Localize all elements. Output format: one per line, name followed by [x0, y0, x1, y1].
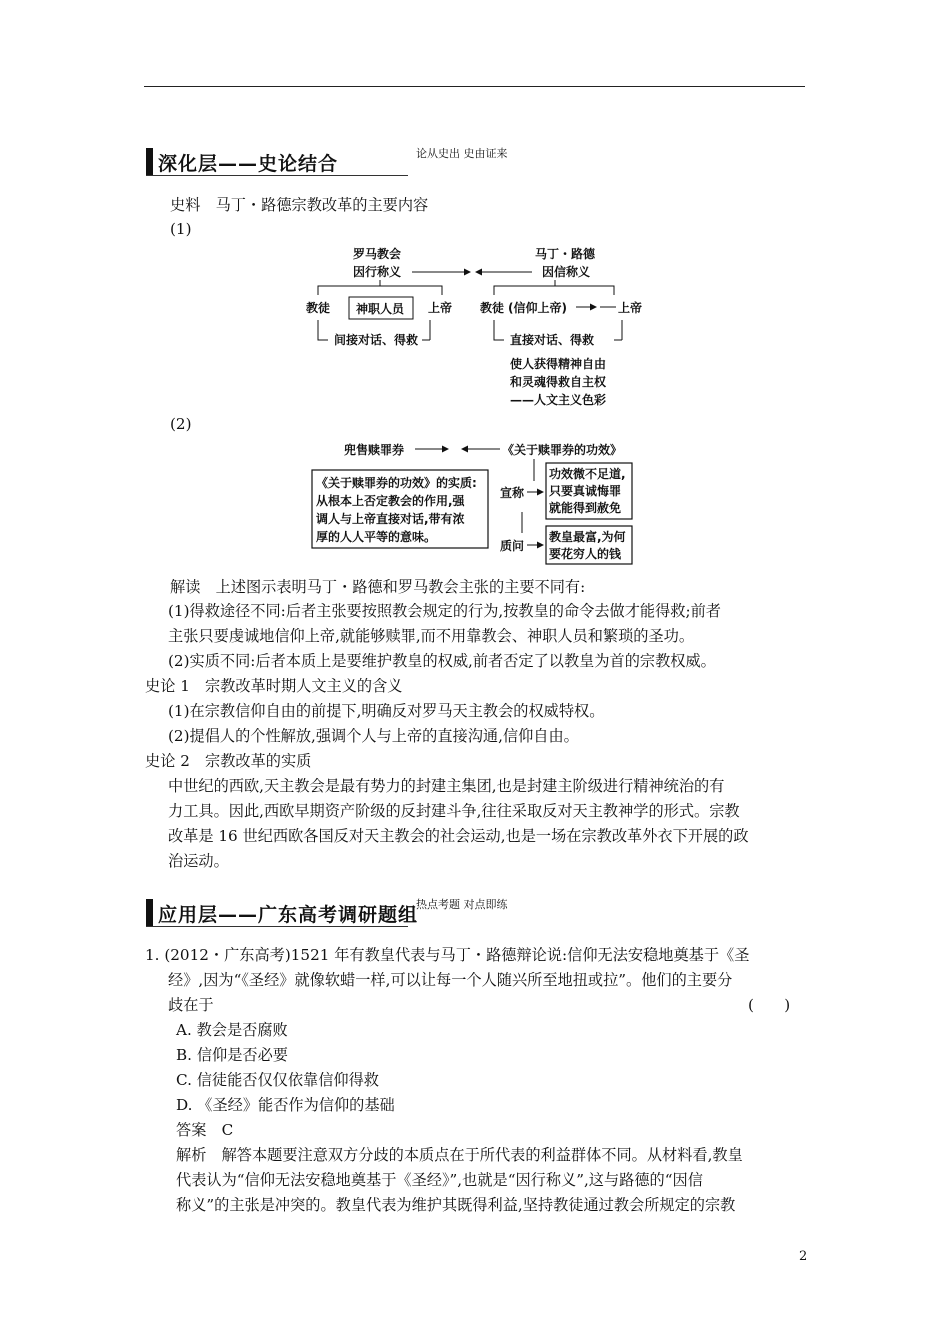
option-b: B. 信仰是否必要: [176, 1046, 288, 1064]
question-line-1: 1. (2012・广东高考)1521 年有教皇代表与马丁・路德辩论说:信仰无法安稳地奠基于《圣: [145, 946, 750, 964]
thesis-2-para-3: 改革是 16 世纪西欧各国反对天主教会的社会运动,也是一场在宗教改革外衣下开展的政: [168, 827, 749, 845]
heading-underline: [146, 926, 408, 927]
interpretation-point-1-cont: 主张只要虔诚地信仰上帝,就能够赎罪,而不用靠教会、神职人员和繁琐的圣功。: [168, 627, 695, 645]
d1-left-believer: 教徒: [306, 301, 331, 315]
answer-blank: ( ): [748, 996, 791, 1014]
d2-essence-3: 调人与上帝直接对话,带有浓: [316, 512, 465, 526]
d1-result-3: ——人文主义色彩: [510, 393, 607, 407]
thesis-2-para-4: 治运动。: [168, 852, 229, 870]
section-hint: 热点考题 对点即练: [416, 898, 508, 911]
d1-left-god: 上帝: [428, 301, 453, 315]
section-title: 深化层——史论结合: [158, 153, 339, 175]
heading-marker: [146, 148, 153, 176]
option-c: C. 信徒能否仅仅依靠信仰得救: [176, 1071, 379, 1089]
d2-essence-1: 《关于赎罪券的功效》的实质:: [316, 476, 477, 490]
question-line-2: 经》,因为“《圣经》就像软蜡一样,可以让每一个人随兴所至地扭或拉”。他们的主要分: [168, 971, 733, 989]
section-title: 应用层——广东高考调研题组: [158, 904, 419, 926]
d2-left-top: 兜售赎罪券: [344, 443, 405, 457]
diagram-indulgences: [300, 435, 650, 570]
thesis-1-point-2: (2)提倡人的个性解放,强调个人与上帝的直接沟通,信仰自由。: [168, 727, 579, 745]
d1-right-god: 上帝: [618, 301, 643, 315]
interpretation-point-1: (1)得救途径不同:后者主张要按照教会规定的行为,按教皇的命令去做才能得救;前者: [168, 602, 721, 620]
d1-right-title: 马丁・路德: [535, 247, 596, 261]
thesis-2-para-2: 力工具。因此,西欧早期资产阶级的反封建斗争,往往采取反对天主教神学的形式。宗教: [168, 802, 740, 820]
diagram2-number: (2): [170, 415, 192, 433]
d1-left-clergy: 神职人员: [356, 302, 405, 316]
d2-declare: 宣称: [500, 486, 525, 500]
d1-right-sub: 因信称义: [542, 265, 591, 279]
thesis-1-point-1: (1)在宗教信仰自由的前提下,明确反对罗马天主教会的权威特权。: [168, 702, 605, 720]
d2-box1-3: 就能得到赦免: [549, 501, 622, 515]
analysis-line-1: 解析 解答本题要注意双方分歧的本质点在于所代表的利益群体不同。从材料看,教皇: [176, 1146, 743, 1164]
page-number: 2: [799, 1249, 808, 1264]
d1-left-bottom: 间接对话、得救: [334, 333, 419, 347]
d1-result-2: 和灵魂得救自主权: [510, 375, 607, 389]
d2-right-top: 《关于赎罪券的功效》: [502, 443, 623, 457]
heading-marker: [146, 899, 153, 927]
d1-left-sub: 因行称义: [353, 265, 402, 279]
thesis-1-heading: 史论 1 宗教改革时期人文主义的含义: [145, 677, 403, 695]
analysis-line-2: 代表认为“信仰无法安稳地奠基于《圣经》”,也就是“因行称义”,这与路德的“因信: [176, 1171, 703, 1189]
option-d: D. 《圣经》能否作为信仰的基础: [176, 1096, 395, 1114]
diagram1-number: (1): [170, 220, 192, 238]
d2-essence-2: 从根本上否定教会的作用,强: [316, 494, 465, 508]
d2-essence-4: 厚的人人平等的意味。: [316, 530, 437, 544]
answer-line: 答案 C: [176, 1121, 234, 1139]
d1-right-bottom: 直接对话、得救: [510, 333, 595, 347]
interpretation-line: 解读 上述图示表明马丁・路德和罗马教会主张的主要不同有:: [170, 578, 586, 596]
heading-underline: [146, 175, 408, 176]
diagram-luther-vs-rome: [300, 240, 650, 410]
thesis-2-heading: 史论 2 宗教改革的实质: [145, 752, 312, 770]
option-a: A. 教会是否腐败: [176, 1021, 288, 1039]
analysis-line-3: 称义”的主张是冲突的。教皇代表为维护其既得利益,坚持教徒通过教会所规定的宗教: [176, 1196, 736, 1214]
d2-box1-1: 功效微不足道,: [549, 467, 626, 481]
d2-box1-2: 只要真诚悔罪: [549, 484, 622, 498]
d1-right-believer: 教徒: [480, 301, 505, 315]
d1-right-faith: (信仰上帝): [508, 301, 567, 315]
interpretation-point-2: (2)实质不同:后者本质上是要维护教皇的权威,前者否定了以教皇为首的宗教权威。: [168, 652, 716, 670]
section-hint: 论从史出 史由证来: [416, 147, 508, 160]
thesis-2-para-1: 中世纪的西欧,天主教会是最有势力的封建主集团,也是封建主阶级进行精神统治的有: [168, 777, 725, 795]
d1-left-title: 罗马教会: [353, 247, 402, 261]
header-rule: [144, 86, 805, 87]
question-line-3: 歧在于: [168, 996, 214, 1014]
d2-box2-2: 要花穷人的钱: [549, 547, 622, 561]
d2-box2-1: 教皇最富,为何: [549, 530, 626, 544]
d1-result-1: 使人获得精神自由: [510, 357, 607, 371]
source-title: 史料 马丁・路德宗教改革的主要内容: [170, 196, 429, 214]
d2-question: 质问: [500, 539, 525, 553]
